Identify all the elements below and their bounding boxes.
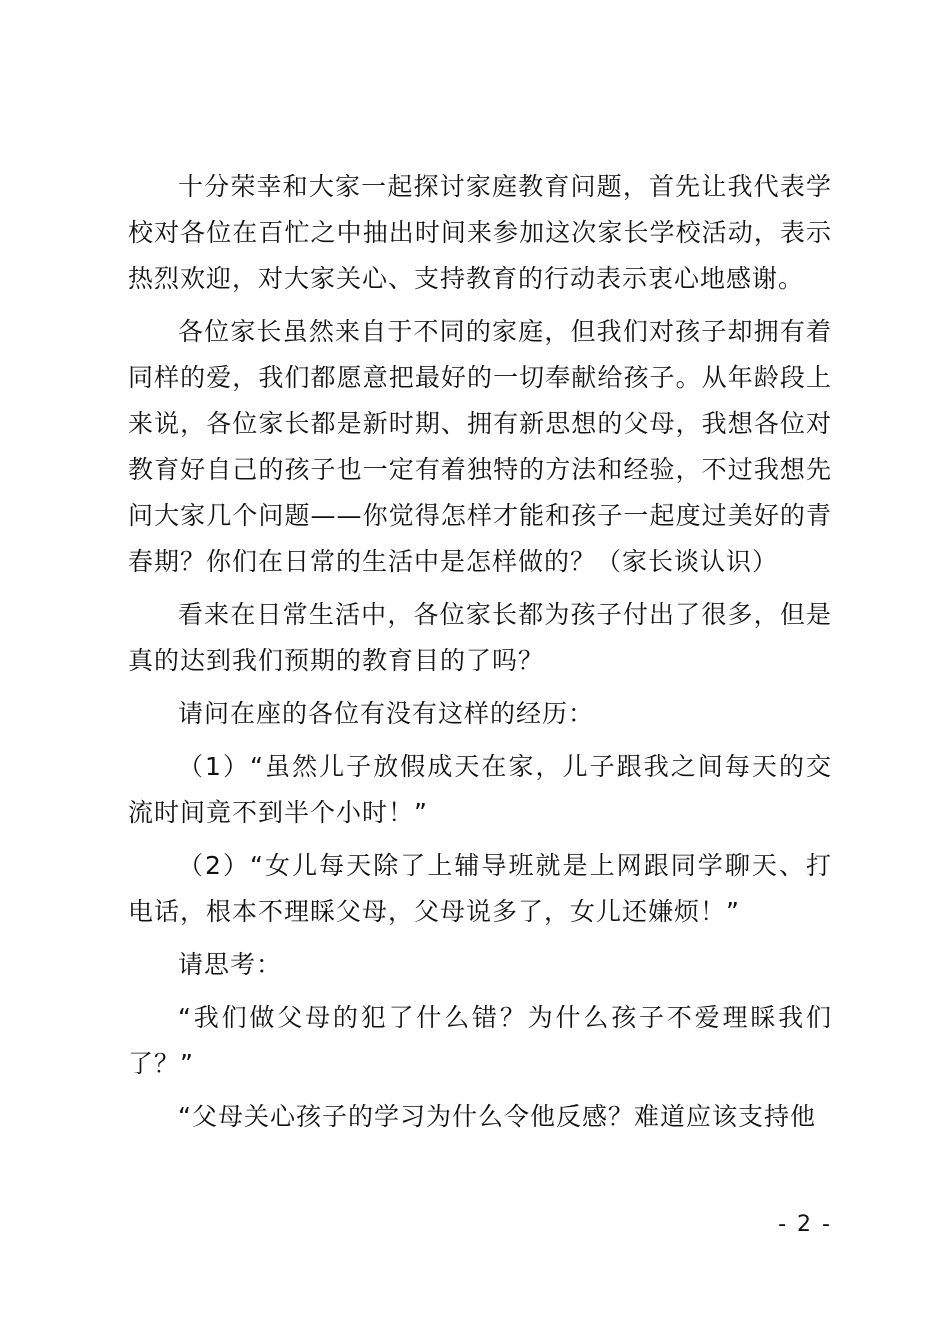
paragraph-example-1: （1）“虽然儿子放假成天在家，儿子跟我之间每天的交流时间竟不到半个小时！” xyxy=(128,752,832,827)
paragraph-welcome: 十分荣幸和大家一起探讨家庭教育问题，首先让我代表学校对各位在百忙之中抽出时间来参加这次家长学校活动，表示热烈欢迎，对大家关心、支持教育的行动表示衷心地感谢。 xyxy=(128,172,832,293)
paragraph-think-prompt: 请思考： xyxy=(178,950,283,979)
paragraph-example-2: （2）“女儿每天除了上辅导班就是上网跟同学聊天、打电话，根本不理睬父母，父母说多了，女儿还嫌烦！” xyxy=(128,851,832,926)
paragraph-parents-love: 各位家长虽然来自于不同的家庭，但我们对孩子却拥有着同样的爱，我们都愿意把最好的一切奉献给孩子。从年龄段上来说，各位家长都是新时期、拥有新思想的父母，我想各位对教育好自己的孩子也一定有着独特的方法和经验，不过我想先问大家几个问题——你觉得怎样才能和孩子一起度过美好的青春期？你们在日常的生活中是怎样做的？（家长谈认识） xyxy=(128,317,832,576)
document-body xyxy=(128,164,832,1147)
paragraph-question-2: “父母关心孩子的学习为什么令他反感？难道应该支持他 xyxy=(178,1102,816,1131)
page-number: - 2 - xyxy=(778,1212,832,1237)
paragraph-daily-life: 看来在日常生活中，各位家长都为孩子付出了很多，但是真的达到我们预期的教育目的了吗？ xyxy=(128,600,832,675)
paragraph-question-intro: 请问在座的各位有没有这样的经历： xyxy=(178,699,595,728)
paragraph-question-1: “我们做父母的犯了什么错？为什么孩子不爱理睬我们了？” xyxy=(128,1003,832,1078)
